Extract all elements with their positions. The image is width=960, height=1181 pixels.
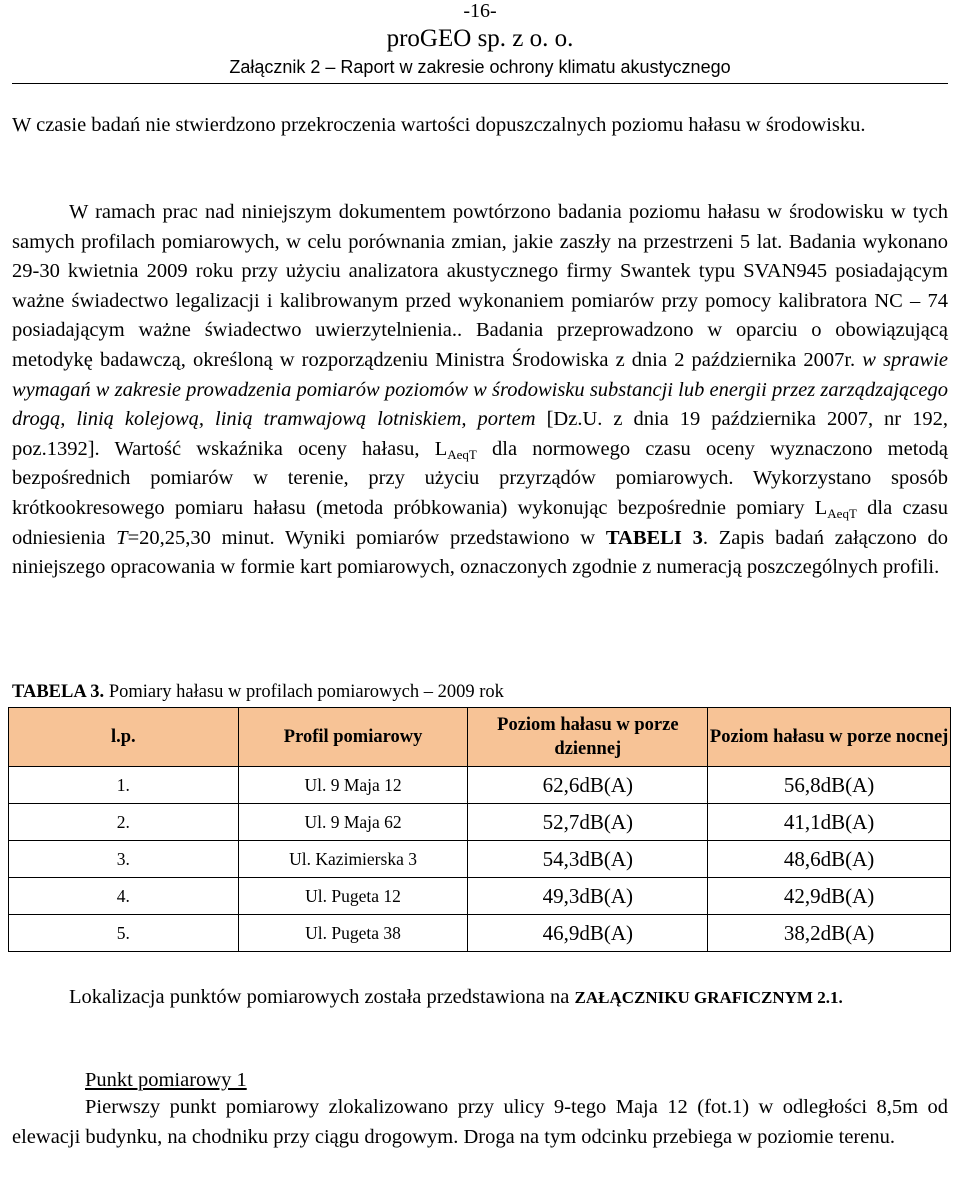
table-reference: TABELI 3 [605, 526, 703, 549]
table-caption-label: TABELA 3. [12, 682, 105, 702]
table-row [9, 804, 951, 841]
point-1-heading: Punkt pomiarowy 1 [85, 1069, 247, 1091]
cell-day-level: 62,6dB(A) [468, 767, 708, 804]
header-lp: l.p. [9, 708, 239, 767]
header-day-level: Poziom hałasu w porze dziennej [468, 708, 708, 767]
point-1-paragraph [12, 1093, 948, 1152]
para2-text-3: [Dz.U. z dnia 19 października 2007, nr 192, poz.1392]. Wartość wskaźnika oceny hałasu, L [12, 408, 949, 460]
page-number: -16- [463, 0, 497, 22]
table-caption [12, 681, 504, 703]
localization-paragraph [12, 982, 948, 1013]
cell-profile: Ul. Pugeta 38 [238, 915, 468, 952]
table-row [9, 767, 951, 804]
cell-night-level: 38,2dB(A) [708, 915, 951, 952]
cell-profile: Ul. 9 Maja 62 [238, 804, 468, 841]
header-profile: Profil pomiarowy [238, 708, 468, 767]
cell-profile: Ul. Kazimierska 3 [238, 841, 468, 878]
cell-lp: 2. [9, 804, 239, 841]
cell-night-level: 42,9dB(A) [708, 878, 951, 915]
laeqt-subscript-1: AeqT [447, 446, 477, 462]
header-night-level: Poziom hałasu w porze nocnej [708, 708, 951, 767]
time-symbol: T [116, 526, 128, 549]
para2-text-8: . Zapis badań załączono do niniejszego opracowania w formie kart pomiarowych, oznaczonych zgodnie z numeracją poszczególnych profili. [12, 526, 948, 579]
cell-profile: Ul. 9 Maja 12 [238, 767, 468, 804]
table-row [9, 878, 951, 915]
paragraph-no-exceedance: W czasie badań nie stwierdzono przekroczenia wartości dopuszczalnych poziomu hałasu w środowisku. [12, 114, 866, 136]
paragraph-methodology [12, 198, 948, 583]
cell-day-level: 46,9dB(A) [468, 915, 708, 952]
cell-lp: 4. [9, 878, 239, 915]
laeqt-subscript-2: AeqT [827, 505, 857, 521]
attachment-reference: ZAŁĄCZNIKU GRAFICZNYM 2.1. [574, 988, 843, 1007]
cell-day-level: 54,3dB(A) [468, 841, 708, 878]
cell-night-level: 48,6dB(A) [708, 841, 951, 878]
table-caption-text: Pomiary hałasu w profilach pomiarowych – 2009 rok [108, 682, 504, 702]
cell-profile: Ul. Pugeta 12 [238, 878, 468, 915]
cell-day-level: 49,3dB(A) [468, 878, 708, 915]
cell-lp: 3. [9, 841, 239, 878]
cell-day-level: 52,7dB(A) [468, 804, 708, 841]
table-row [9, 841, 951, 878]
cell-night-level: 56,8dB(A) [708, 767, 951, 804]
point-1-text: Pierwszy punkt pomiarowy zlokalizowano przy ulicy 9-tego Maja 12 (fot.1) w odległości 8,5m od elewacji budynku, na chodniku przy ciągu drogowym. Droga na tym odcinku przebiega w poziomie terenu. [12, 1096, 948, 1148]
para2-text-4: dla normowego czasu oceny wyznaczono metodą bezpośrednich pomiarów w terenie, przy użyciu przyrządów pomiarowych. Wykorzystano sposób krótkookresowego pomiaru hałasu (metoda próbkowania) wykonując bezpośrednie pomiary L [12, 437, 949, 519]
cell-lp: 5. [9, 915, 239, 952]
localization-text: Lokalizacja punktów pomiarowych została przedstawiona na [69, 986, 570, 1008]
table-row [9, 915, 951, 952]
report-subtitle: Załącznik 2 – Raport w zakresie ochrony klimatu akustycznego [229, 57, 731, 77]
header-rule [12, 83, 948, 84]
noise-measurement-table [8, 707, 951, 952]
para2-text-6: =20,25,30 minut. Wyniki pomiarów przedstawiono w [127, 526, 596, 549]
para2-text-5: dla czasu odniesienia [12, 496, 949, 549]
para2-text-1: W ramach prac nad niniejszym dokumentem powtórzono badania poziomu hałasu w środowisku w tych samych profilach pomiarowych, w celu porównania zmian, jakie zaszły na przestrzeni 5 lat. Badania wykonano 29-30 kwietnia 2009 roku przy użyciu analizatora akustycznego firmy Swantek typu SVAN945 posiadającym ważne świadectwo legalizacji i kalibrowanym przed wykonaniem pomiarów przy pomocy kalibratora NC – 74 posiadającym ważne świadectwo uwierzytelnienia.. Badania przeprowadzono w oparciu o obowiązującą metodykę badawczą, określoną w rozporządzeniu Ministra Środowiska z dnia 2 października 2007r. [12, 201, 948, 371]
table-header-row [9, 708, 951, 767]
cell-lp: 1. [9, 767, 239, 804]
regulation-title: w sprawie wymagań w zakresie prowadzenia pomiarów poziomów w środowisku substancji lub energii przez zarządzającego drogą, linią kolejową, linią tramwajową lotniskiem, portem [12, 348, 948, 431]
cell-night-level: 41,1dB(A) [708, 804, 951, 841]
company-name: proGEO sp. z o. o. [386, 25, 574, 52]
